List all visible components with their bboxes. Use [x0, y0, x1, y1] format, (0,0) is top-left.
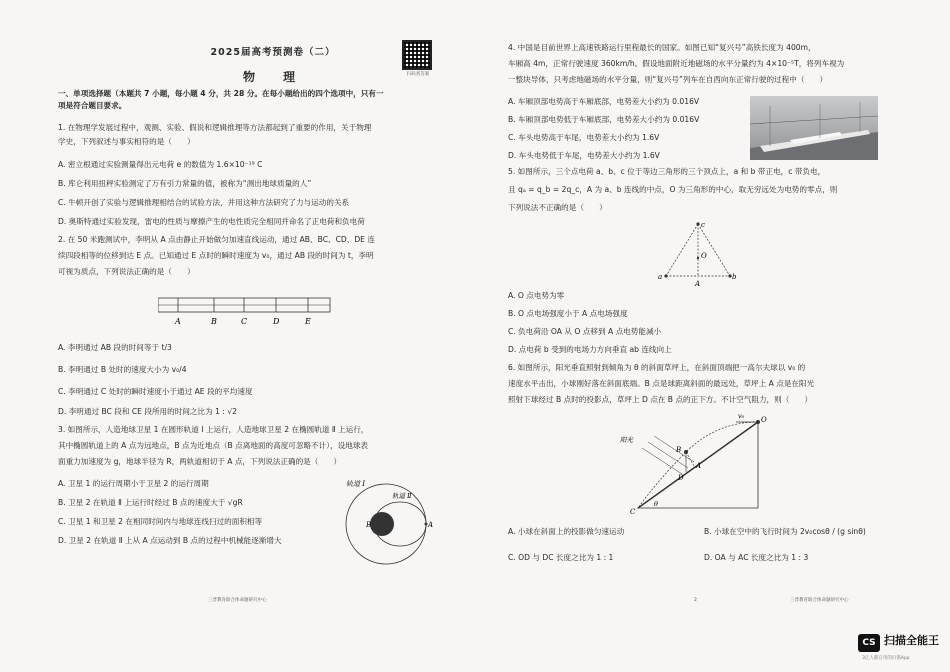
- q3-option-c: C. 卫星 1 和卫星 2 在相同时间内与地球连线扫过的面积相等: [58, 517, 263, 526]
- q4-stem-cont2: 一整块导体，只考虑地磁场的水平分量，则“复兴号”列车在自西向东正常行驶的过程中（ ）: [508, 75, 828, 84]
- q3-stem: 3. 如图所示，人造地球卫星 1 在圆形轨道 Ⅰ 上运行，人造地球卫星 2 在椭圆轨道 Ⅱ 上运行，: [58, 425, 369, 434]
- camscanner-tagline: 3亿人都在用的扫描App: [862, 656, 910, 661]
- qr-code-icon: [402, 40, 432, 70]
- q3-point-b: B: [366, 521, 372, 529]
- footer-left: 三晋教育联合体命题研究中心: [208, 598, 267, 603]
- q6-label-a: A: [696, 462, 702, 470]
- q3-orbit2-label: 轨道 Ⅱ: [392, 492, 412, 500]
- footer-right: 三晋教育联合体命题研究中心: [790, 598, 849, 603]
- page-number: 2: [694, 598, 697, 603]
- q6-option-d: D. OA 与 AC 长度之比为 1 : 3: [704, 553, 809, 562]
- q6-option-b: B. 小球在空中的飞行时间为 2v₀cosθ / (g sinθ): [704, 527, 866, 536]
- q1-option-a: A. 密立根通过实验测量得出元电荷 e 的数值为 1.6×10⁻¹⁹ C: [58, 160, 263, 169]
- q5-label-a-mid: A: [695, 280, 701, 288]
- q4-option-a: A. 车厢顶部电势高于车厢底部，电势差大小约为 0.016V: [508, 97, 700, 106]
- q1-option-d: D. 奥斯特通过实验发现，雷电的性质与摩擦产生的电性质完全相同并命名了正电荷和负电荷: [58, 217, 365, 226]
- q2-label-a: A: [175, 317, 181, 326]
- q6-label-b: B: [676, 446, 682, 454]
- q6-label-c: C: [630, 508, 636, 516]
- q3-option-d: D. 卫星 2 在轨道 Ⅱ 上从 A 点运动到 B 点的过程中机械能逐渐增大: [58, 536, 282, 545]
- q5-option-c: C. 负电荷沿 OA 从 O 点移到 A 点电势能减小: [508, 327, 662, 336]
- q4-train-photo: [750, 96, 878, 160]
- q4-option-b: B. 车厢顶部电势低于车厢底部，电势差大小约为 0.016V: [508, 115, 700, 124]
- q6-label-o: O: [761, 416, 767, 424]
- q6-label-d: D: [678, 474, 684, 482]
- q2-label-d: D: [273, 317, 280, 326]
- section-heading-cont: 项是符合题目要求。: [58, 101, 127, 110]
- q4-stem: 4. 中国是目前世界上高速铁路运行里程最长的国家。如图已知“复兴号”高铁长度为 400m，: [508, 43, 816, 52]
- right-page: [508, 38, 892, 648]
- q6-option-a: A. 小球在斜面上的投影做匀速运动: [508, 527, 625, 536]
- camscanner-logo-icon: CS: [858, 634, 880, 652]
- q3-stem-cont: 其中椭圆轨道上的 A 点为远地点，B 点为近地点（B 点离地面的高度可忽略不计），设地球表: [58, 441, 369, 450]
- section-heading: 一、单项选择题（本题共 7 小题，每小题 4 分，共 28 分。在每小题给出的四个选项中，只有一: [58, 89, 384, 98]
- q1-option-c: C. 牛顿开创了实验与逻辑推理相结合的试验方法，并用这种方法研究了力与运动的关系: [58, 198, 350, 207]
- q6-slope-diagram: [618, 408, 778, 518]
- q2-stem-cont: 续四段相等的位移到达 E 点。已知通过 E 点时的瞬时速度为 v₀，通过 AB 段的时间为 t，李明: [58, 251, 374, 260]
- q4-option-c: C. 车头电势高于车尾，电势差大小约为 1.6V: [508, 133, 660, 142]
- q5-stem: 5. 如图所示，三个点电荷 a、b、c 位于等边三角形的三个顶点上，a 和 b 带正电，c 带负电，: [508, 167, 826, 176]
- q6-sunlight-label: 阳光: [620, 436, 633, 444]
- q2-stem: 2. 在 50 米跑测试中，李明从 A 点由静止开始做匀加速直线运动，通过 AB、BC、CD、DE 连: [58, 235, 375, 244]
- subject-title: 物 理: [242, 70, 303, 84]
- q4-stem-cont: 车厢高 4m，正常行驶速度 360km/h。假设地面附近地磁场的水平分量约为 4×10⁻⁵T，将列车视为: [508, 59, 845, 68]
- left-page: [58, 38, 444, 648]
- q2-option-b: B. 李明通过 B 处时的速度大小为 v₀/4: [58, 365, 187, 374]
- q5-option-d: D. 点电荷 b 受到的电场力方向垂直 ab 连线向上: [508, 345, 672, 354]
- q2-label-e: E: [305, 317, 311, 326]
- q5-option-a: A. O 点电势为零: [508, 291, 565, 300]
- q6-stem-cont: 速度水平击出，小球刚好落在斜面底端。B 点是球距离斜面的最远处，草坪上 A 点是在阳光: [508, 379, 815, 388]
- q2-label-b: B: [211, 317, 217, 326]
- q6-stem-cont2: 照射下球经过 B 点时的投影点，草坪上 D 点在 B 点的正下方。不计空气阻力，则（ ）: [508, 395, 813, 404]
- q3-option-a: A. 卫星 1 的运行周期小于卫星 2 的运行周期: [58, 479, 209, 488]
- q6-stem: 6. 如图所示，阳光垂直照射到倾角为 θ 的斜面草坪上，在斜面顶端把一高尔夫球以 v₀ 的: [508, 363, 806, 372]
- q5-stem-cont2: 下列说法不正确的是（ ）: [508, 203, 607, 212]
- q2-option-d: D. 李明通过 BC 段和 CE 段所用的时间之比为 1 : √2: [58, 407, 238, 416]
- q3-point-a: A: [428, 521, 434, 529]
- q5-triangle-diagram: [658, 218, 738, 290]
- q3-option-b: B. 卫星 2 在轨道 Ⅱ 上运行时经过 B 点的速度大于 √gR: [58, 498, 243, 507]
- q5-label-a-charge: a: [658, 273, 663, 281]
- q1-option-b: B. 库仑利用扭秤实验测定了万有引力常量的值，被称为“测出地球质量的人”: [58, 179, 312, 188]
- q2-option-a: A. 李明通过 AB 段的时间等于 t/3: [58, 343, 172, 352]
- q1-stem: 1. 在物理学发展过程中，观测、实验、假说和逻辑推理等方法都起到了重要的作用，关于物理: [58, 123, 372, 132]
- q3-orbit-diagram: [338, 478, 438, 568]
- q3-orbit1-label: 轨道 Ⅰ: [346, 480, 365, 488]
- q5-label-c: c: [701, 221, 705, 229]
- q2-option-c: C. 李明通过 C 处时的瞬时速度小于通过 AE 段的平均速度: [58, 387, 253, 396]
- q4-option-d: D. 车头电势低于车尾，电势差大小约为 1.6V: [508, 151, 660, 160]
- q5-stem-cont: 且 qₐ = q_b = 2q_c，A 为 a、b 连线的中点，O 为三角形的中心，取无穷远处为电势的零点，则: [508, 185, 838, 194]
- q3-stem-cont2: 面重力加速度为 g，地球半径为 R，两轨道相切于 A 点，下列说法正确的是（ ）: [58, 457, 342, 466]
- q6-option-c: C. OD 与 DC 长度之比为 1 : 1: [508, 553, 614, 562]
- q2-label-c: C: [241, 317, 248, 326]
- exam-title: 2025届高考预测卷（二）: [210, 47, 336, 58]
- q5-label-o: O: [701, 252, 707, 260]
- q6-label-v0: v₀: [738, 412, 745, 420]
- q6-label-theta: θ: [654, 500, 658, 508]
- q5-label-b: b: [732, 273, 737, 281]
- camscanner-name: 扫描全能王: [884, 634, 939, 647]
- qr-caption: 扫码查答案: [406, 72, 430, 77]
- q5-option-b: B. O 点电场强度小于 A 点电场强度: [508, 309, 628, 318]
- q1-stem-cont: 学史，下列叙述与事实相符的是（ ）: [58, 137, 195, 146]
- q2-track-diagram: [158, 296, 338, 328]
- q2-stem-cont2: 可视为质点，下列说法正确的是（ ）: [58, 267, 195, 276]
